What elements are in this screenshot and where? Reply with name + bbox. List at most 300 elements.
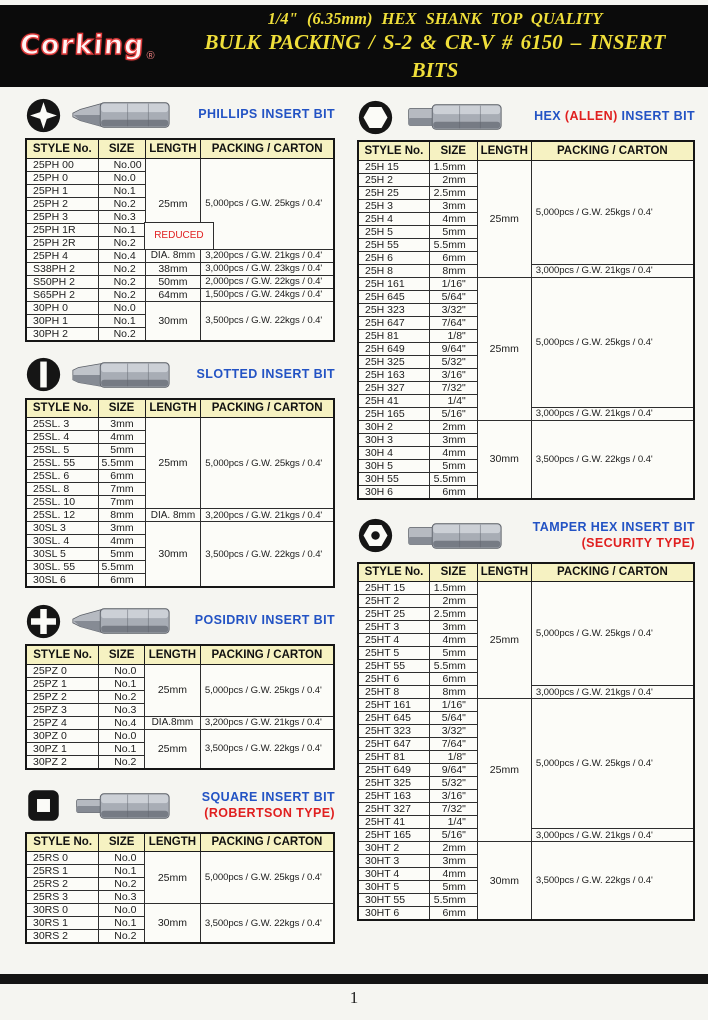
table-row — [26, 522, 334, 535]
style-no-cell: 25PH 00 — [26, 158, 98, 171]
size-cell: 4mm — [429, 868, 477, 881]
length-cell: 30mm — [477, 842, 531, 921]
size-cell: 6mm — [98, 470, 145, 483]
style-no-cell: 25HT 649 — [358, 764, 429, 777]
style-no-cell: S50PH 2 — [26, 275, 98, 288]
col-packing: PACKING / CARTON — [201, 139, 334, 158]
packing-cell: 3,500pcs / G.W. 22kgs / 0.4' — [531, 842, 694, 921]
col-size: SIZE — [429, 563, 477, 582]
style-no-cell: 30RS 0 — [26, 904, 99, 917]
size-cell: 5mm — [98, 548, 145, 561]
table-row — [26, 904, 334, 917]
size-cell: No.2 — [99, 755, 145, 769]
length-cell: 25mm — [145, 418, 201, 509]
size-cell: 3/16" — [429, 368, 477, 381]
phillips-section-header — [25, 94, 335, 136]
col-style-no: STYLE No. — [358, 141, 429, 160]
size-cell: No.2 — [98, 288, 145, 301]
header-line1: 1/4" (6.35mm) HEX SHANK TOP QUALITY — [267, 8, 603, 28]
slotted-recess-icon — [25, 356, 62, 393]
style-no-cell: 25H 25 — [358, 186, 429, 199]
col-style-no: STYLE No. — [26, 399, 98, 418]
section-title-accent: (ALLEN) — [564, 109, 618, 124]
insert-bit-image — [69, 604, 173, 638]
style-no-cell: 30H 2 — [358, 420, 429, 433]
style-no-cell: 25PH 1 — [26, 184, 98, 197]
right-column — [357, 96, 695, 933]
table-row — [26, 418, 334, 431]
size-cell: No.0 — [99, 904, 145, 917]
col-length: LENGTH — [145, 645, 201, 664]
table-row — [26, 262, 334, 275]
style-no-cell: 25HT 323 — [358, 725, 429, 738]
packing-cell: 3,500pcs / G.W. 22kgs / 0.4' — [201, 522, 334, 588]
section-title: HEX — [534, 109, 561, 124]
size-cell: 6mm — [429, 907, 477, 921]
size-cell: 5.5mm — [429, 238, 477, 251]
left-column — [25, 94, 335, 956]
section-title-rest: INSERT BIT — [621, 109, 695, 124]
size-cell: 4mm — [98, 431, 145, 444]
style-no-cell: 25HT 165 — [358, 829, 429, 842]
size-cell: 1/8" — [429, 751, 477, 764]
col-length: LENGTH — [477, 141, 531, 160]
style-no-cell: 30PH 1 — [26, 314, 98, 327]
style-no-cell: 25H 165 — [358, 407, 429, 420]
hex-recess-icon — [357, 99, 394, 136]
size-cell: 2mm — [429, 420, 477, 433]
size-cell: No.1 — [99, 677, 145, 690]
header-line2: BULK PACKING / S-2 & CR-V # 6150 – INSERT BITS — [204, 30, 666, 82]
packing-cell: 2,000pcs / G.W. 22kgs / 0.4' — [201, 275, 334, 288]
size-cell: 6mm — [98, 574, 145, 588]
size-cell: 1/4" — [429, 394, 477, 407]
style-no-cell: 30HT 2 — [358, 842, 429, 855]
table-row — [358, 842, 694, 855]
style-no-cell: 25SL. 12 — [26, 509, 98, 522]
style-no-cell: 25HT 327 — [358, 803, 429, 816]
col-packing: PACKING / CARTON — [201, 399, 334, 418]
insert-bit-image — [69, 789, 173, 823]
size-cell: No.2 — [99, 930, 145, 944]
style-no-cell: 30H 3 — [358, 433, 429, 446]
table-header-row — [26, 833, 334, 852]
length-cell: 25mm — [477, 582, 531, 699]
diameter-note-cell: DIA. 8mm — [145, 249, 201, 262]
size-cell: 2mm — [429, 173, 477, 186]
size-cell: 7/32" — [429, 381, 477, 394]
style-no-cell: 25H 645 — [358, 290, 429, 303]
size-cell: No.2 — [99, 878, 145, 891]
size-cell: No.2 — [99, 690, 145, 703]
style-no-cell: 25HT 5 — [358, 647, 429, 660]
size-cell: 3mm — [429, 199, 477, 212]
style-no-cell: 30H 4 — [358, 446, 429, 459]
style-no-cell: 30SL 3 — [26, 522, 98, 535]
length-cell: 25mm — [145, 664, 201, 716]
packing-cell: 5,000pcs / G.W. 25kgs / 0.4' — [531, 160, 694, 264]
slotted-section-header — [25, 354, 335, 396]
style-no-cell: 30SL. 4 — [26, 535, 98, 548]
style-no-cell: 25SL. 4 — [26, 431, 98, 444]
brand-logo — [20, 30, 178, 61]
length-cell: 30mm — [145, 522, 201, 588]
size-cell: No.00 — [98, 158, 145, 171]
size-cell: No.2 — [98, 197, 145, 210]
packing-cell: 3,500pcs / G.W. 22kgs / 0.4' — [200, 729, 334, 769]
size-cell: 1/4" — [429, 816, 477, 829]
size-cell: 3/32" — [429, 303, 477, 316]
insert-bit-image — [69, 98, 173, 132]
col-packing: PACKING / CARTON — [531, 563, 694, 582]
posidriv-table — [25, 644, 335, 770]
size-cell: No.2 — [98, 275, 145, 288]
style-no-cell: 30HT 5 — [358, 881, 429, 894]
size-cell: 3/32" — [429, 725, 477, 738]
style-no-cell: 25HT 8 — [358, 686, 429, 699]
size-cell: 7mm — [98, 483, 145, 496]
table-row — [26, 729, 334, 742]
col-packing: PACKING / CARTON — [200, 645, 334, 664]
table-row — [26, 249, 334, 262]
size-cell: 8mm — [429, 264, 477, 277]
diameter-note-cell: DIA.8mm — [145, 716, 201, 729]
packing-cell: 3,000pcs / G.W. 21kgs / 0.4' — [531, 686, 694, 699]
insert-bit-image — [401, 519, 505, 553]
style-no-cell: 25H 55 — [358, 238, 429, 251]
registered-mark: ® — [146, 49, 155, 62]
packing-cell: 5,000pcs / G.W. 25kgs / 0.4' — [531, 277, 694, 407]
style-no-cell: 25HT 4 — [358, 634, 429, 647]
style-no-cell: 25PH 2 — [26, 197, 98, 210]
packing-cell: 3,200pcs / G.W. 21kgs / 0.4' — [201, 509, 334, 522]
bottom-band — [0, 974, 708, 984]
col-style-no: STYLE No. — [26, 139, 98, 158]
section-title: PHILLIPS INSERT BIT — [198, 107, 335, 122]
phillips-table — [25, 138, 335, 342]
style-no-cell: 25HT 81 — [358, 751, 429, 764]
length-cell: 25mm — [477, 277, 531, 420]
style-no-cell: 30RS 2 — [26, 930, 99, 944]
length-cell: 30mm — [145, 301, 201, 341]
style-no-cell: 25HT 41 — [358, 816, 429, 829]
style-no-cell: 25SL. 5 — [26, 444, 98, 457]
packing-cell: 3,500pcs / G.W. 22kgs / 0.4' — [201, 301, 334, 341]
style-no-cell: 30H 55 — [358, 472, 429, 485]
size-cell: 5/64" — [429, 290, 477, 303]
size-cell: 7/32" — [429, 803, 477, 816]
size-cell: No.0 — [99, 664, 145, 677]
size-cell: 5.5mm — [429, 894, 477, 907]
style-no-cell: 30SL. 55 — [26, 561, 98, 574]
style-no-cell: 25PH 4 — [26, 249, 98, 262]
style-no-cell: 25PH 1R — [26, 223, 98, 236]
size-cell: No.1 — [98, 314, 145, 327]
size-cell: 1.5mm — [429, 582, 477, 595]
style-no-cell: 25RS 2 — [26, 878, 99, 891]
table-header-row — [26, 399, 334, 418]
hex-section-header — [357, 96, 695, 138]
style-no-cell: 25H 41 — [358, 394, 429, 407]
style-no-cell: 25HT 2 — [358, 595, 429, 608]
size-cell: 3mm — [429, 855, 477, 868]
length-cell: 64mm — [145, 288, 201, 301]
col-length: LENGTH — [145, 399, 201, 418]
style-no-cell: 25SL. 8 — [26, 483, 98, 496]
table-row — [358, 420, 694, 433]
table-row — [26, 301, 334, 314]
size-cell: No.0 — [99, 852, 145, 865]
size-cell: 5/32" — [429, 355, 477, 368]
size-cell: No.3 — [99, 891, 145, 904]
size-cell: 5/16" — [429, 407, 477, 420]
col-style-no: STYLE No. — [26, 833, 99, 852]
packing-cell: 3,000pcs / G.W. 21kgs / 0.4' — [531, 407, 694, 420]
length-cell: 25mm — [477, 160, 531, 277]
hex-section — [357, 96, 695, 500]
tamper-hex-section — [357, 512, 695, 922]
size-cell: No.1 — [99, 742, 145, 755]
style-no-cell: 30HT 3 — [358, 855, 429, 868]
size-cell: 8mm — [98, 509, 145, 522]
posidriv-section-header — [25, 600, 335, 642]
style-no-cell: S65PH 2 — [26, 288, 98, 301]
size-cell: No.3 — [99, 703, 145, 716]
size-cell: 7/64" — [429, 316, 477, 329]
style-no-cell: 25H 15 — [358, 160, 429, 173]
size-cell: 4mm — [98, 535, 145, 548]
style-no-cell: 25H 647 — [358, 316, 429, 329]
style-no-cell: 30HT 4 — [358, 868, 429, 881]
header-band — [0, 5, 708, 87]
size-cell: No.2 — [98, 236, 145, 249]
brand-name: Corking — [18, 30, 146, 62]
size-cell: 5.5mm — [429, 660, 477, 673]
size-cell: 5/64" — [429, 712, 477, 725]
style-no-cell: 25SL. 10 — [26, 496, 98, 509]
diameter-note-cell: DIA. 8mm — [145, 509, 201, 522]
size-cell: No.2 — [98, 262, 145, 275]
style-no-cell: 30HT 6 — [358, 907, 429, 921]
size-cell: No.0 — [99, 729, 145, 742]
style-no-cell: 30PH 0 — [26, 301, 98, 314]
style-no-cell: 25PH 2R — [26, 236, 98, 249]
table-row — [26, 664, 334, 677]
size-cell: 6mm — [429, 251, 477, 264]
size-cell: No.0 — [98, 301, 145, 314]
style-no-cell: 25PH 3 — [26, 210, 98, 223]
size-cell: 3mm — [429, 621, 477, 634]
length-cell: 38mm — [145, 262, 201, 275]
style-no-cell: 25HT 6 — [358, 673, 429, 686]
size-cell: 9/64" — [429, 764, 477, 777]
packing-cell: 3,500pcs / G.W. 22kgs / 0.4' — [200, 904, 334, 944]
style-no-cell: 25H 323 — [358, 303, 429, 316]
table-row — [26, 852, 334, 865]
style-no-cell: 25PZ 4 — [26, 716, 99, 729]
size-cell: 5/32" — [429, 777, 477, 790]
size-cell: No.1 — [99, 917, 145, 930]
size-cell: No.4 — [98, 249, 145, 262]
style-no-cell: 25HT 325 — [358, 777, 429, 790]
insert-bit-image — [69, 358, 173, 392]
size-cell: 2.5mm — [429, 608, 477, 621]
style-no-cell: 25HT 55 — [358, 660, 429, 673]
style-no-cell: 30RS 1 — [26, 917, 99, 930]
hex-table — [357, 140, 695, 500]
table-row — [26, 716, 334, 729]
col-packing: PACKING / CARTON — [200, 833, 334, 852]
table-row — [26, 158, 334, 171]
table-row — [26, 288, 334, 301]
size-cell: 9/64" — [429, 342, 477, 355]
col-length: LENGTH — [477, 563, 531, 582]
style-no-cell: 30PH 2 — [26, 327, 98, 341]
posidriv-section — [25, 600, 335, 770]
style-no-cell: 25RS 0 — [26, 852, 99, 865]
size-cell: No.1 — [98, 223, 145, 236]
style-no-cell: 30HT 55 — [358, 894, 429, 907]
style-no-cell: 25H 6 — [358, 251, 429, 264]
table-header-row — [26, 139, 334, 158]
style-no-cell: 25HT 647 — [358, 738, 429, 751]
style-no-cell: 25HT 15 — [358, 582, 429, 595]
style-no-cell: 25H 2 — [358, 173, 429, 186]
style-no-cell: 25RS 1 — [26, 865, 99, 878]
col-size: SIZE — [98, 139, 145, 158]
length-cell: 25mm — [477, 699, 531, 842]
packing-cell: 5,000pcs / G.W. 25kgs / 0.4' — [201, 418, 334, 509]
length-cell: 25mm — [145, 852, 201, 904]
size-cell: No.0 — [98, 171, 145, 184]
size-cell: 5/16" — [429, 829, 477, 842]
posidriv-recess-icon — [25, 603, 62, 640]
length-cell: 30mm — [145, 904, 201, 944]
style-no-cell: 25RS 3 — [26, 891, 99, 904]
style-no-cell: 25H 649 — [358, 342, 429, 355]
table-row — [26, 275, 334, 288]
size-cell: 1/16" — [429, 699, 477, 712]
col-style-no: STYLE No. — [26, 645, 99, 664]
size-cell: 5.5mm — [98, 457, 145, 470]
packing-cell: 3,200pcs / G.W. 21kgs / 0.4' — [200, 716, 334, 729]
square-section — [25, 782, 335, 945]
phillips-section — [25, 94, 335, 342]
size-cell: No.4 — [99, 716, 145, 729]
section-subtitle: (ROBERTSON TYPE) — [204, 805, 335, 820]
size-cell: No.1 — [99, 865, 145, 878]
packing-cell: 3,000pcs / G.W. 21kgs / 0.4' — [531, 829, 694, 842]
header-text — [178, 8, 692, 84]
size-cell: 7/64" — [429, 738, 477, 751]
slotted-table — [25, 398, 335, 589]
col-length: LENGTH — [145, 139, 201, 158]
size-cell: 2mm — [429, 595, 477, 608]
style-no-cell: 30PZ 2 — [26, 755, 99, 769]
table-row — [358, 160, 694, 173]
size-cell: 4mm — [429, 446, 477, 459]
size-cell: No.1 — [98, 184, 145, 197]
packing-cell: 5,000pcs / G.W. 25kgs / 0.4' — [531, 582, 694, 686]
packing-cell: 5,000pcs / G.W. 25kgs / 0.4' — [201, 158, 334, 249]
size-cell: 6mm — [429, 485, 477, 499]
style-no-cell: 25PZ 0 — [26, 664, 99, 677]
length-cell: 25mm — [145, 729, 201, 769]
style-no-cell: 25HT 3 — [358, 621, 429, 634]
size-cell: 4mm — [429, 212, 477, 225]
col-size: SIZE — [98, 399, 145, 418]
col-size: SIZE — [99, 833, 145, 852]
packing-cell: 3,200pcs / G.W. 21kgs / 0.4' — [201, 249, 334, 262]
style-no-cell: 25H 3 — [358, 199, 429, 212]
phillips-recess-icon — [25, 97, 62, 134]
style-no-cell: 25SL. 3 — [26, 418, 98, 431]
style-no-cell: 30H 5 — [358, 459, 429, 472]
packing-cell: 5,000pcs / G.W. 25kgs / 0.4' — [200, 664, 334, 716]
table-header-row — [26, 645, 334, 664]
col-length: LENGTH — [145, 833, 201, 852]
size-cell: 3/16" — [429, 790, 477, 803]
style-no-cell: 30H 6 — [358, 485, 429, 499]
table-header-row — [358, 141, 694, 160]
style-no-cell: 25H 81 — [358, 329, 429, 342]
style-no-cell: 25HT 645 — [358, 712, 429, 725]
length-cell: 25mm REDUCED — [145, 158, 201, 249]
tamper-hex-section-header — [357, 512, 695, 560]
packing-cell: 5,000pcs / G.W. 25kgs / 0.4' — [531, 699, 694, 829]
table-row — [358, 582, 694, 595]
style-no-cell: 25HT 161 — [358, 699, 429, 712]
size-cell: 1.5mm — [429, 160, 477, 173]
style-no-cell: 25H 327 — [358, 381, 429, 394]
size-cell: 5.5mm — [98, 561, 145, 574]
size-cell: 6mm — [429, 673, 477, 686]
size-cell: 5mm — [429, 459, 477, 472]
size-cell: 4mm — [429, 634, 477, 647]
col-size: SIZE — [429, 141, 477, 160]
style-no-cell: 25HT 25 — [358, 608, 429, 621]
size-cell: 5.5mm — [429, 472, 477, 485]
insert-bit-image — [401, 100, 505, 134]
style-no-cell: 25SL. 6 — [26, 470, 98, 483]
length-cell: 50mm — [145, 275, 201, 288]
size-cell: No.2 — [98, 327, 145, 341]
table-header-row — [358, 563, 694, 582]
size-cell: 5mm — [98, 444, 145, 457]
square-section-header — [25, 782, 335, 830]
style-no-cell: 25SL. 55 — [26, 457, 98, 470]
style-no-cell: 25PZ 3 — [26, 703, 99, 716]
style-no-cell: 30SL 5 — [26, 548, 98, 561]
size-cell: 1/8" — [429, 329, 477, 342]
style-no-cell: 25H 161 — [358, 277, 429, 290]
size-cell: 2mm — [429, 842, 477, 855]
style-no-cell: 25PZ 2 — [26, 690, 99, 703]
table-row — [358, 699, 694, 712]
style-no-cell: 25H 163 — [358, 368, 429, 381]
size-cell: 3mm — [429, 433, 477, 446]
section-subtitle: (SECURITY TYPE) — [581, 535, 695, 550]
style-no-cell: 30PZ 1 — [26, 742, 99, 755]
col-size: SIZE — [99, 645, 145, 664]
packing-cell: 3,500pcs / G.W. 22kgs / 0.4' — [531, 420, 694, 499]
section-title: TAMPER HEX INSERT BIT — [532, 519, 695, 534]
packing-cell: 5,000pcs / G.W. 25kgs / 0.4' — [200, 852, 334, 904]
style-no-cell: 30SL 6 — [26, 574, 98, 588]
size-cell: 3mm — [98, 418, 145, 431]
size-cell: 5mm — [429, 225, 477, 238]
size-cell: 7mm — [98, 496, 145, 509]
